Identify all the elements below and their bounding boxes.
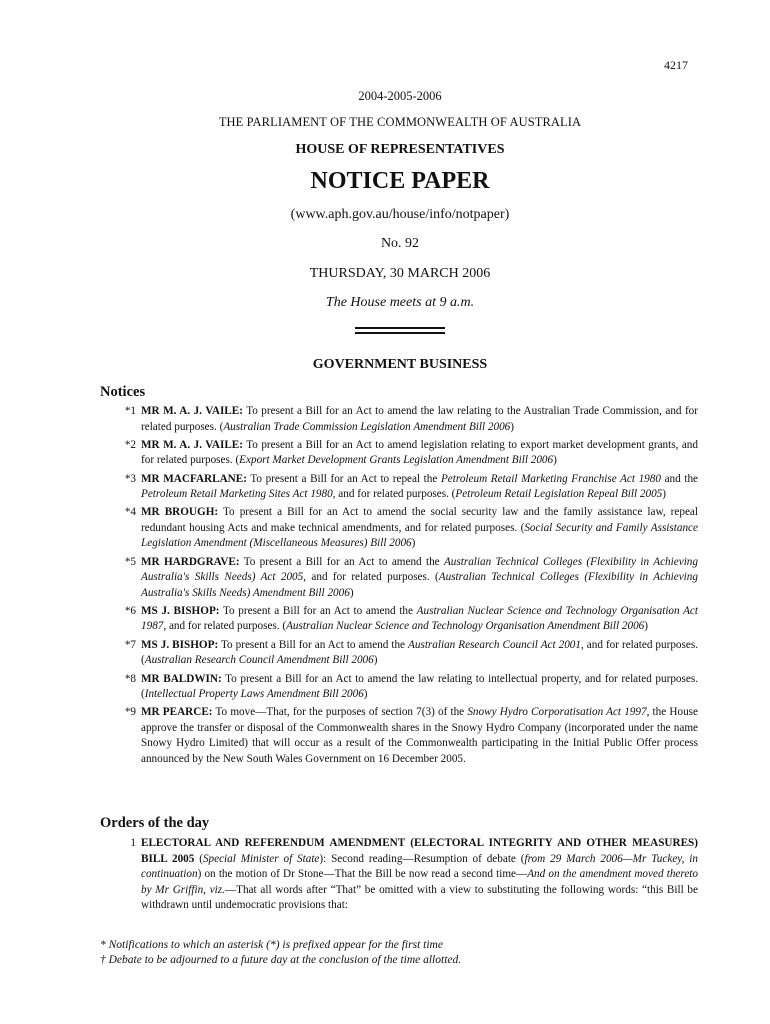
order-number: 1 — [130, 837, 136, 849]
notice-member: MS J. BISHOP: — [141, 638, 219, 651]
footnote-dagger: † Debate to be adjourned to a future day at the conclusion of the time allotted. — [100, 954, 462, 966]
order-text: (Special Minister of State): Second reading—Resumption of debate (from 29 March 2006—Mr Tuckey, in continuation) on the motion of Dr Stone—That the Bill be now read a second time—And on the amendment moved thereto by Mr Griffin, viz.—That all words after “That” be omitted with a view to substituting the following words: “this Bill be withdrawn until undemocratic provisions that: — [141, 852, 698, 911]
notice-item — [0, 472, 698, 503]
notice-number: *9 — [124, 706, 136, 719]
notice-member: MR HARDGRAVE: — [141, 555, 240, 568]
footnotes — [100, 938, 461, 968]
notice-item — [0, 438, 698, 469]
notice-text: To present a Bill for an Act to amend the Australian Nuclear Science and Technology Organisation Act 1987, and for related purposes. (Australian Nuclear Science and Technology Organisation Amendment Bill 2006) — [141, 604, 698, 633]
notice-member: MR M. A. J. VAILE: — [141, 438, 243, 451]
notice-member: MR PEARCE: — [141, 706, 213, 719]
website-url: (www.aph.gov.au/house/info/notpaper) — [290, 207, 510, 222]
orders-heading: Orders of the day — [100, 815, 210, 831]
notice-number: *5 — [124, 555, 136, 568]
notices-heading: Notices — [100, 384, 146, 400]
footnote-asterisk: * Notifications to which an asterisk (*) is prefixed appear for the first time — [100, 939, 443, 951]
paper-number: No. 92 — [380, 236, 420, 251]
meeting-time: The House meets at 9 a.m. — [325, 295, 475, 310]
notice-text: To present a Bill for an Act to amend the Australian Technical Colleges (Flexibility in Achieving Australia's Skills Needs) Act 2005, and for related purposes. (Australian Technical Colleges (Flexibility in Achieving Australia's Skills Needs) Amendment Bill 2006) — [141, 555, 698, 599]
notice-number: *7 — [124, 638, 136, 651]
notice-member: MR BALDWIN: — [141, 672, 222, 685]
notice-item — [0, 705, 698, 767]
divider-rule-top — [355, 327, 445, 329]
notice-member: MR MACFARLANE: — [141, 472, 247, 485]
section-heading: GOVERNMENT BUSINESS — [312, 357, 488, 372]
notice-text: To present a Bill for an Act to amend the social security law and the family assistance law, repeal redundant housing Acts and make technical amendments, and for related purposes. (Social Security and Family Assistance Legislation Amendment (Miscellaneous Measures) Bill 2006) — [141, 506, 698, 550]
notice-number: *2 — [124, 438, 136, 451]
notice-text: To move—That, for the purposes of section 7(3) of the Snowy Hydro Corporatisation Act 1997, the House approve the transfer or disposal of the Commonwealth shares in the Snowy Hydro Company (incorporated under the name Snowy Hydro Limited) that will occur as a result of the Commonwealth participating in the Initial Public Offer process announced by the New South Wales Government on 16 December 2005. — [141, 706, 698, 765]
page-number: 4217 — [664, 58, 688, 72]
notice-text: To present a Bill for an Act to amend the Australian Research Council Act 2001, and for related purposes. (Australian Research Council Amendment Bill 2006) — [141, 638, 698, 667]
notice-number: *4 — [124, 506, 136, 519]
notice-member: MR M. A. J. VAILE: — [141, 405, 243, 417]
sitting-date: THURSDAY, 30 MARCH 2006 — [309, 266, 491, 281]
notice-number: *6 — [124, 604, 136, 617]
session-years: 2004-2005-2006 — [358, 89, 442, 103]
notice-item — [0, 555, 698, 602]
page-title: NOTICE PAPER — [310, 168, 490, 194]
notice-item — [0, 404, 698, 435]
notice-item — [0, 638, 698, 669]
divider-rule-bottom — [355, 332, 445, 334]
notice-item — [0, 505, 698, 552]
notice-number: *3 — [124, 472, 136, 485]
notice-number: *8 — [124, 672, 136, 685]
notices-list — [0, 404, 698, 770]
notice-item — [0, 672, 698, 703]
order-member: ELECTORAL AND REFERENDUM AMENDMENT (ELECTORAL INTEGRITY AND OTHER MEASURES) BILL 2005 — [141, 837, 698, 865]
notice-text: To present a Bill for an Act to amend legislation relating to export market development grants, and for related purposes. (Export Market Development Grants Legislation Amendment Bill 2006) — [141, 438, 698, 467]
notice-item — [0, 604, 698, 635]
notice-number: *1 — [124, 405, 136, 417]
house-heading: HOUSE OF REPRESENTATIVES — [295, 142, 505, 157]
notice-text: To present a Bill for an Act to amend the law relating to intellectual property, and for related purposes. (Intellectual Property Laws Amendment Bill 2006) — [141, 672, 698, 701]
parliament-heading: THE PARLIAMENT OF THE COMMONWEALTH OF AUSTRALIA — [218, 115, 582, 129]
notice-member: MR BROUGH: — [141, 506, 219, 519]
notice-text: To present a Bill for an Act to repeal the Petroleum Retail Marketing Franchise Act 1980 and the Petroleum Retail Marketing Sites Act 1980, and for related purposes. (Petroleum Retail Legislation Repeal Bill 2005) — [141, 472, 699, 501]
notice-text: To present a Bill for an Act to amend the law relating to the Australian Trade Commission, and for related purposes. (Australian Trade Commission Legislation Amendment Bill 2006) — [141, 405, 698, 433]
notice-member: MS J. BISHOP: — [141, 604, 220, 617]
order-item — [0, 836, 698, 914]
orders-list — [0, 836, 698, 916]
